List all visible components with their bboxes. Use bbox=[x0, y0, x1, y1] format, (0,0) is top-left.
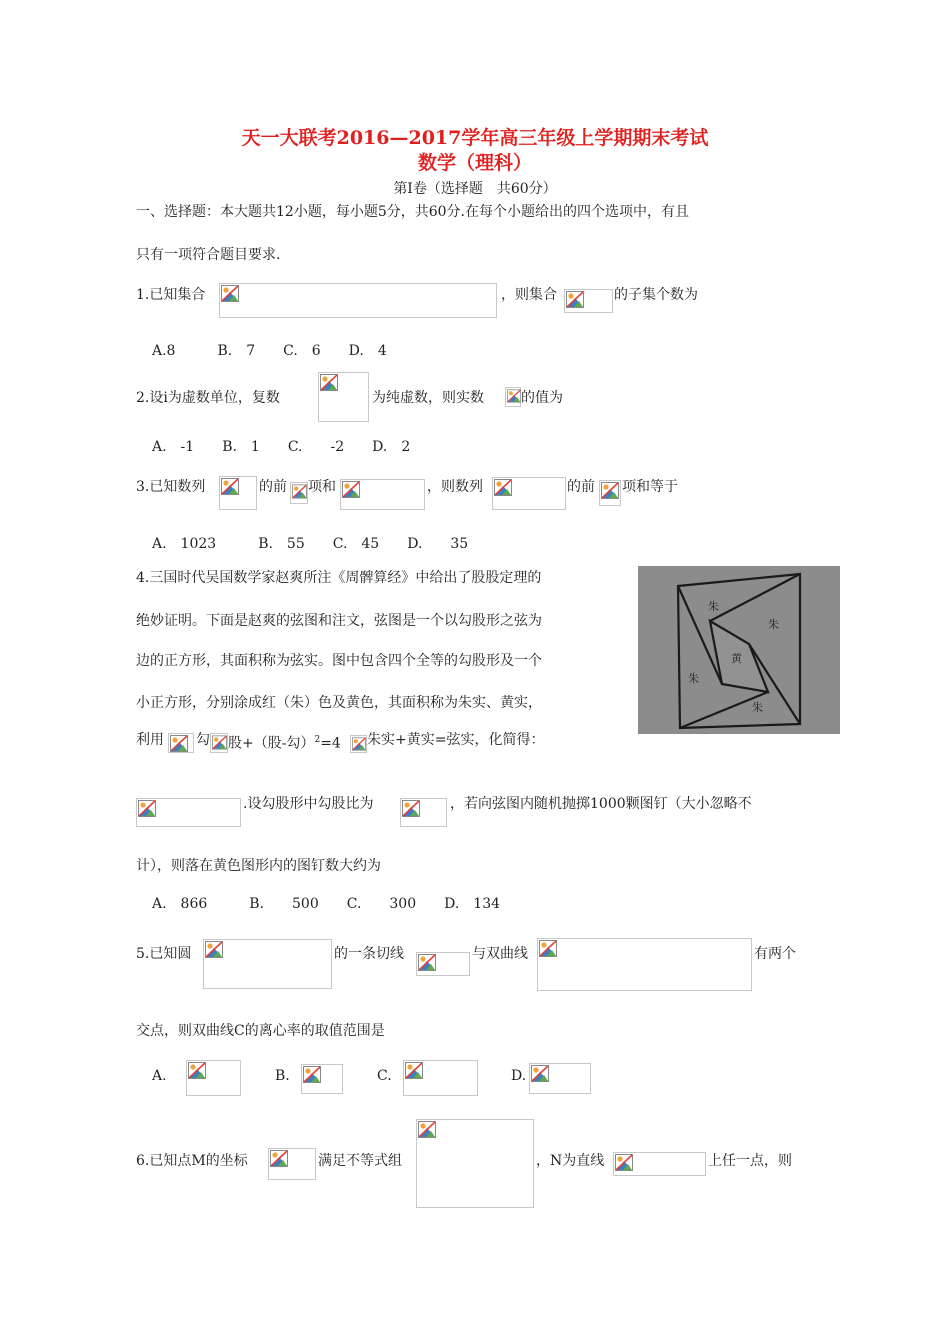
formula-image bbox=[203, 939, 332, 989]
q1-options: A.8 B. 7 C. 6 D. 4 bbox=[152, 343, 387, 359]
broken-image-icon bbox=[221, 285, 239, 302]
q5-text-c: 与双曲线 bbox=[472, 946, 528, 962]
q4-line-3: 边的正方形，其面积称为弦实。图中包含四个全等的勾股形及一个 bbox=[136, 653, 542, 669]
q4-line-6a: .设勾股形中勾股比为 bbox=[243, 796, 374, 812]
broken-image-icon bbox=[494, 479, 512, 496]
formula-image bbox=[613, 1152, 706, 1176]
broken-image-icon bbox=[539, 940, 557, 957]
q6-text-b: 满足不等式组 bbox=[318, 1153, 402, 1169]
intro-line-2: 只有一项符合题目要求. bbox=[136, 247, 281, 263]
figure-label: 朱 bbox=[752, 701, 763, 714]
broken-image-icon bbox=[352, 737, 366, 751]
intro-line-1: 一、选择题：本大题共12小题，每小题5分，共60分.在每个小题给出的四个选项中，有且 bbox=[136, 204, 689, 220]
q5-option-c: C. bbox=[377, 1068, 392, 1084]
q4-line-1: 4.三国时代吴国数学家赵爽所注《周髀算经》中给出了股股定理的 bbox=[136, 570, 542, 586]
q3-text-f: 项和等于 bbox=[622, 479, 678, 495]
formula-image bbox=[136, 798, 241, 827]
q5-line-2: 交点，则双曲线C的离心率的取值范围是 bbox=[136, 1023, 385, 1039]
q1-text-a: 1.已知集合 bbox=[136, 287, 206, 303]
broken-image-icon bbox=[342, 481, 360, 498]
formula-image bbox=[186, 1060, 241, 1096]
q4-options: A. 866 B. 500 C. 300 D. 134 bbox=[152, 896, 501, 912]
broken-image-icon bbox=[507, 389, 521, 403]
formula-image bbox=[564, 289, 613, 313]
broken-image-icon bbox=[402, 800, 420, 817]
q2-options: A. -1 B. 1 C. -2 D. 2 bbox=[152, 439, 411, 455]
formula-image bbox=[219, 283, 497, 318]
q3-text-d: ，则数列 bbox=[427, 479, 483, 495]
broken-image-icon bbox=[188, 1062, 206, 1079]
formula-image bbox=[268, 1148, 316, 1180]
q3-text-c: 项和 bbox=[308, 479, 336, 495]
broken-image-icon bbox=[601, 482, 619, 499]
broken-image-icon bbox=[418, 1121, 436, 1138]
broken-image-icon bbox=[212, 735, 227, 750]
q5-text-a: 5.已知圆 bbox=[136, 946, 192, 962]
q3-text-b: 的前 bbox=[259, 479, 287, 495]
q5-option-d: D. bbox=[511, 1068, 527, 1084]
formula-image bbox=[210, 733, 228, 753]
formula-image bbox=[505, 387, 521, 407]
broken-image-icon bbox=[405, 1062, 423, 1079]
q4-line-6b: ，若向弦图内随机抛掷1000颗图钉（大小忽略不 bbox=[450, 796, 752, 812]
q5-text-b: 的一条切线 bbox=[334, 946, 404, 962]
q2-text-c: 的值为 bbox=[521, 390, 563, 406]
broken-image-icon bbox=[170, 735, 188, 752]
formula-image bbox=[529, 1063, 591, 1094]
hypotenuse-figure bbox=[638, 566, 840, 734]
q4-line-5b: 勾 bbox=[196, 732, 210, 748]
formula-image bbox=[416, 1119, 534, 1208]
formula-image bbox=[537, 938, 752, 991]
q3-text-e: 的前 bbox=[567, 479, 595, 495]
q4-line-5c: 股+（股-勾）$^2$=4 bbox=[228, 735, 341, 752]
q6-text-d: 上任一点，则 bbox=[708, 1153, 792, 1169]
q3-text-a: 3.已知数列 bbox=[136, 479, 206, 495]
q5-option-a: A. bbox=[152, 1068, 167, 1084]
broken-image-icon bbox=[205, 941, 223, 958]
broken-image-icon bbox=[566, 291, 584, 308]
formula-image bbox=[492, 477, 566, 510]
formula-image bbox=[219, 476, 257, 510]
broken-image-icon bbox=[221, 478, 239, 495]
q4-line-5a: 利用 bbox=[136, 732, 164, 748]
formula-image bbox=[403, 1060, 478, 1096]
broken-image-icon bbox=[303, 1066, 321, 1083]
formula-image bbox=[301, 1064, 343, 1094]
q4-line-5e: 朱实+黄实=弦实，化简得： bbox=[367, 732, 545, 748]
section-heading: 第Ⅰ卷（选择题 共60分） bbox=[393, 181, 557, 197]
q4-line-2: 绝妙证明。下面是赵爽的弦图和注文，弦图是一个以勾股形之弦为 bbox=[136, 613, 542, 629]
q6-text-a: 6.已知点M的坐标 bbox=[136, 1153, 248, 1169]
formula-image bbox=[599, 480, 621, 506]
zhao-shuang-diagram bbox=[638, 566, 840, 734]
formula-image bbox=[168, 733, 194, 753]
exam-subject: 数学（理科） bbox=[417, 152, 532, 174]
q6-text-c: ，N为直线 bbox=[536, 1153, 605, 1169]
q3-options: A. 1023 B. 55 C. 45 D. 35 bbox=[152, 536, 469, 552]
broken-image-icon bbox=[138, 800, 156, 817]
broken-image-icon bbox=[418, 954, 436, 971]
figure-label: 黄 bbox=[731, 652, 742, 665]
q2-text-a: 2.设i为虚数单位，复数 bbox=[136, 390, 280, 406]
figure-label: 朱 bbox=[708, 600, 719, 613]
q4-line-4: 小正方形，分别涂成红（朱）色及黄色，其面积称为朱实、黄实， bbox=[136, 695, 542, 711]
exam-title: 天一大联考2016—2017学年高三年级上学期期末考试 bbox=[241, 127, 709, 149]
figure-label: 朱 bbox=[688, 672, 699, 685]
formula-image bbox=[290, 482, 308, 504]
formula-image bbox=[416, 952, 470, 976]
q1-text-b: ，则集合 bbox=[501, 287, 557, 303]
broken-image-icon bbox=[292, 484, 307, 499]
figure-label: 朱 bbox=[768, 618, 779, 631]
broken-image-icon bbox=[270, 1150, 288, 1167]
broken-image-icon bbox=[531, 1065, 549, 1082]
formula-image bbox=[340, 479, 425, 510]
q2-text-b: 为纯虚数，则实数 bbox=[372, 390, 484, 406]
formula-image bbox=[318, 372, 369, 422]
q1-text-c: 的子集个数为 bbox=[614, 287, 698, 303]
broken-image-icon bbox=[615, 1154, 633, 1171]
broken-image-icon bbox=[320, 374, 338, 391]
formula-image bbox=[400, 798, 447, 827]
formula-image bbox=[350, 735, 367, 753]
q5-text-d: 有两个 bbox=[754, 946, 796, 962]
q5-option-b: B. bbox=[275, 1068, 290, 1084]
q4-line-7: 计），则落在黄色图形内的图钉数大约为 bbox=[136, 858, 381, 874]
